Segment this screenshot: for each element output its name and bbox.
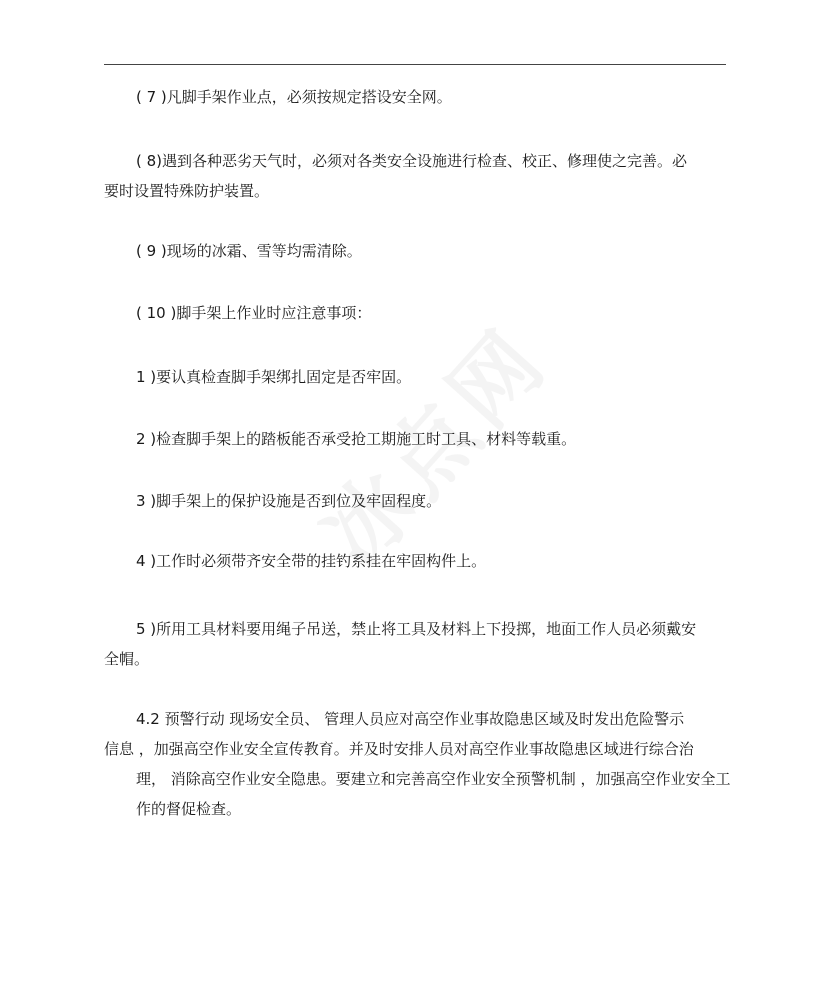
sub-item-1 [104, 362, 726, 392]
item-9-text: ( 9 )现场的冰霜、雪等均需清除。 [136, 242, 362, 260]
sub-item-4 [104, 546, 726, 576]
section-4-2-line-1: 4.2 预警行动 现场安全员、 管理人员应对高空作业事故隐患区域及时发出危险警示 [136, 710, 685, 728]
item-7-text: ( 7 )凡脚手架作业点，必须按规定搭设安全网。 [136, 88, 452, 106]
sub-item-3 [104, 486, 726, 516]
item-10-text: ( 10 )脚手架上作业时应注意事项： [136, 304, 372, 322]
sub-item-5-line-1: 5 )所用工具材料要用绳子吊送，禁止将工具及材料上下投掷，地面工作人员必须戴安 [136, 620, 697, 638]
section-4-2-line-3: 理， 消除高空作业安全隐患。要建立和完善高空作业安全预警机制 ，加强高空作业安全工 [136, 770, 731, 788]
item-8 [104, 146, 726, 206]
section-4-2-line-2: 信息 ，加强高空作业安全宣传教育。并及时安排人员对高空作业事故隐患区域进行综合治 [104, 740, 694, 758]
item-10 [104, 298, 726, 328]
sub-item-5 [104, 614, 726, 674]
item-7 [104, 82, 726, 112]
item-9 [104, 236, 726, 266]
sub-item-3-text: 3 )脚手架上的保护设施是否到位及牢固程度。 [136, 492, 442, 510]
sub-item-2-text: 2 )检查脚手架上的踏板能否承受抢工期施工时工具、材料等载重。 [136, 430, 577, 448]
section-4-2 [104, 704, 731, 824]
sub-item-5-line-2: 全帽。 [104, 650, 150, 668]
item-8-line-1: ( 8)遇到各种恶劣天气时，必须对各类安全设施进行检查、校正、修理使之完善。必 [136, 152, 688, 170]
sub-item-2 [104, 424, 726, 454]
header-rule [104, 64, 726, 65]
sub-item-4-text: 4 )工作时必须带齐安全带的挂钓系挂在牢固构件上。 [136, 552, 487, 570]
item-8-line-2: 要时设置特殊防护装置。 [104, 182, 270, 200]
section-4-2-line-4: 作的督促检查。 [136, 800, 242, 818]
sub-item-1-text: 1 )要认真检查脚手架绑扎固定是否牢固。 [136, 368, 412, 386]
